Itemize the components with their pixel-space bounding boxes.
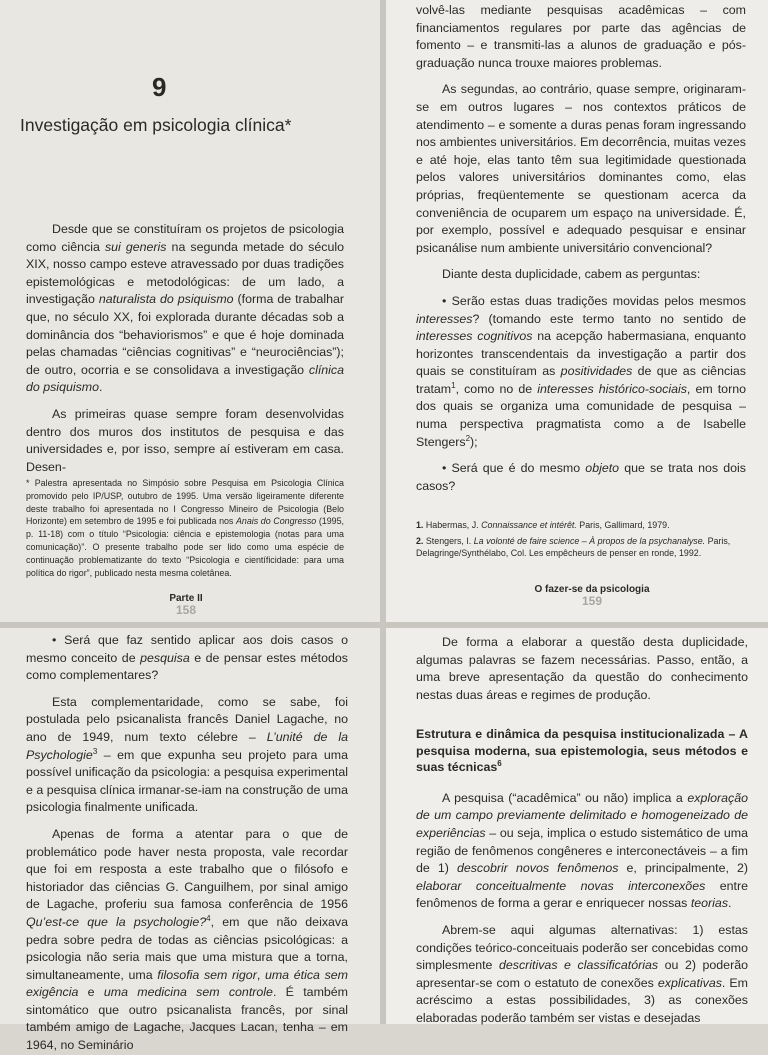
paragraph: Desde que se constituíram os projetos de psicologia como ciência sui generis na segunda metade do século XIX, nosso campo esteve atravessado por duas tradições epistemológicas e metodológicas: de um lado, a investigação naturalista do psiquismo (forma de trabalhar que, no século XX, foi explorada durante décadas sob a dominância dos “behaviorismos” e que é hoje dominada pelas chamadas “ciências cognitivas” e “neurociências”); de outro, ocorria e se consolidava a investigação clínica do psiquismo. — [26, 222, 345, 395]
folio — [126, 593, 246, 616]
footnotes — [416, 519, 746, 560]
folio-label: O fazer-se da psicologia — [534, 584, 650, 595]
chapter-body — [26, 221, 344, 476]
page-body — [416, 2, 746, 495]
chapter-number: 9 — [152, 72, 168, 102]
footnote: 1. Habermas, J. Connaissance et intérêt. Paris, Gallimard, 1979. — [416, 520, 670, 530]
page-number: 159 — [581, 594, 603, 608]
paragraph: As segundas, ao contrário, quase sempre, originaram-se em outros lugares – nos contextos práticos de atendimento – e somente a duras penas foram ingressando nos ambientes universitários. Em decorrência, muitas vezes e até hoje, elas tanto têm sua legitimidade questionada pelos valores universitários dominantes como, elas próprias, freqüentemente se questionam acerca da conveniência de ocuparem um espaço na universidade. É, por exemplo, possível e adequado pesquisar e ensinar psicanálise num ambiente universitário convencional? — [416, 82, 746, 255]
paragraph: Apenas de forma a atentar para o que de problemático pode haver nesta proposta, vale recordar que foi em resposta a este trabalho que o filósofo e historiador das ciências G. Canguilhem, por sinal amigo de Lagache, proferiu sua famosa conferência de 1956 Qu’est-ce que la psychologie?$^4$, em que não deixava pedra sobre pedra de todas as ciências psicológicas: a psicologia não seria mais que uma mistura que a torna, simultaneamente, uma filosofia sem rigor, uma ética sem exigência e uma medicina sem controle. É também sintomático que outro psicanalista francês, por sinal também amigo de Lagache, Jacques Lacan, tenha – em 1964, no Seminário — [26, 826, 348, 1053]
paragraph: A pesquisa (“acadêmica” ou não) implica a exploração de um campo previamente delimitado e homogeneizado de experiências – ou seja, implica o estudo sistemático de uma região de fenômenos congêneres e interconectáveis – a fim de 1) descobrir novos fenômenos e, principalmente, 2) elaborar conceitualmente novas interconexões entre fenômenos de forma a gerar e enriquecer nossas teorias. — [416, 790, 749, 911]
footnote: 2. Stengers, I. La volonté de faire science – À propos de la psychanalyse. Paris, Delagringe/Synthélabo, Col. Les empêcheurs de penser en ronde, 1992. — [416, 535, 731, 558]
paragraph: As primeiras quase sempre foram desenvolvidas dentro dos muros dos institutos de pesquisa e das universidades e, por isso, sempre aí estiveram em casa. Desen- — [26, 406, 344, 474]
page-160 — [0, 628, 380, 1053]
paragraph: volvê-las mediante pesquisas acadêmicas – com financiamentos regulares por parte das agências de fomento – e transmiti-las a alunos de graduação e pós-graduação nunca trouxe maiores problemas. — [416, 3, 746, 70]
page-body — [26, 632, 348, 1055]
folio — [502, 584, 682, 607]
page-body — [416, 634, 748, 1028]
paragraph: • Será que é do mesmo objeto que se trata nos dois casos? — [416, 461, 746, 493]
page-159 — [386, 0, 768, 622]
page-number: 158 — [175, 603, 197, 617]
paragraph: De forma a elaborar a questão desta duplicidade, algumas palavras se fazem necessárias. Passo, então, a uma breve apresentação da questão do conhecimento nestas duas áreas e regimes de produção. — [416, 635, 748, 702]
page-158 — [0, 0, 380, 622]
paragraph: Abrem-se aqui algumas alternativas: 1) estas condições teórico-conceituais poderão ser concebidas como simplesmente descritivas e classificatórias ou 2) poderão apresentar-se com o estatuto de conexões explicativas. Em acréscimo a estas possibilidades, 3) as conexões elaboradas poderão também ser vistas e desejadas — [416, 923, 748, 1025]
paragraph: Diante desta duplicidade, cabem as perguntas: — [442, 267, 701, 282]
page-161 — [386, 628, 768, 1024]
paragraph: • Será que faz sentido aplicar aos dois casos o mesmo conceito de pesquisa e de pensar estes métodos como complementares? — [26, 633, 348, 683]
section-heading: Estrutura e dinâmica da pesquisa institucionalizada – A pesquisa moderna, sua epistemologia, seus métodos e suas técnicas$^6$ — [416, 727, 748, 775]
chapter-title: Investigação em psicologia clínica* — [20, 115, 292, 135]
footnote: * Palestra apresentada no Simpósio sobre Pesquisa em Psicologia Clínica promovido pelo IP/USP, outubro de 1995. Uma versão ligeiramente diferente deste trabalho foi apresentada no I Congresso Mineiro de Psicologia (Belo Horizonte) em setembro de 1995 e foi publicada nos Anais do Congresso (1995, p. 11-18) com o título “Psicologia: ciência e epistemologia (notas para uma comunicação)”. O presente trabalho pode ser lido como uma espécie de continuação problematizante do texto “Psicologia e científicidade: para uma política do rigor”, publicado nesta mesma coletânea. — [26, 478, 344, 578]
paragraph: Esta complementaridade, como se sabe, foi postulada pelo psicanalista francês Daniel Lagache, no ano de 1949, num texto célebre – L’unité de la Psychologie$^3$ – em que expunha seu projeto para uma possível unificação da psicologia: a pesquisa experimental e a pesquisa clínica irmanar-se-iam na construção de uma psicologia finalmente unificada. — [26, 694, 349, 815]
folio-label: Parte II — [169, 593, 203, 604]
paragraph: • Serão estas duas tradições movidas pelos mesmos interesses? (tomando este termo tanto no sentido de interesses cognitivos na acepção habermasiana, enquanto horizontes transcendentais da investigação a partir dos quais se constituíram as positividades de que as ciências tratam$^1$, como no de interesses histórico-sociais, em torno dos quais se organiza uma comunidade de pesquisa – numa perspectiva pragmatista como a de Isabelle Stengers$^2$); — [416, 293, 747, 449]
